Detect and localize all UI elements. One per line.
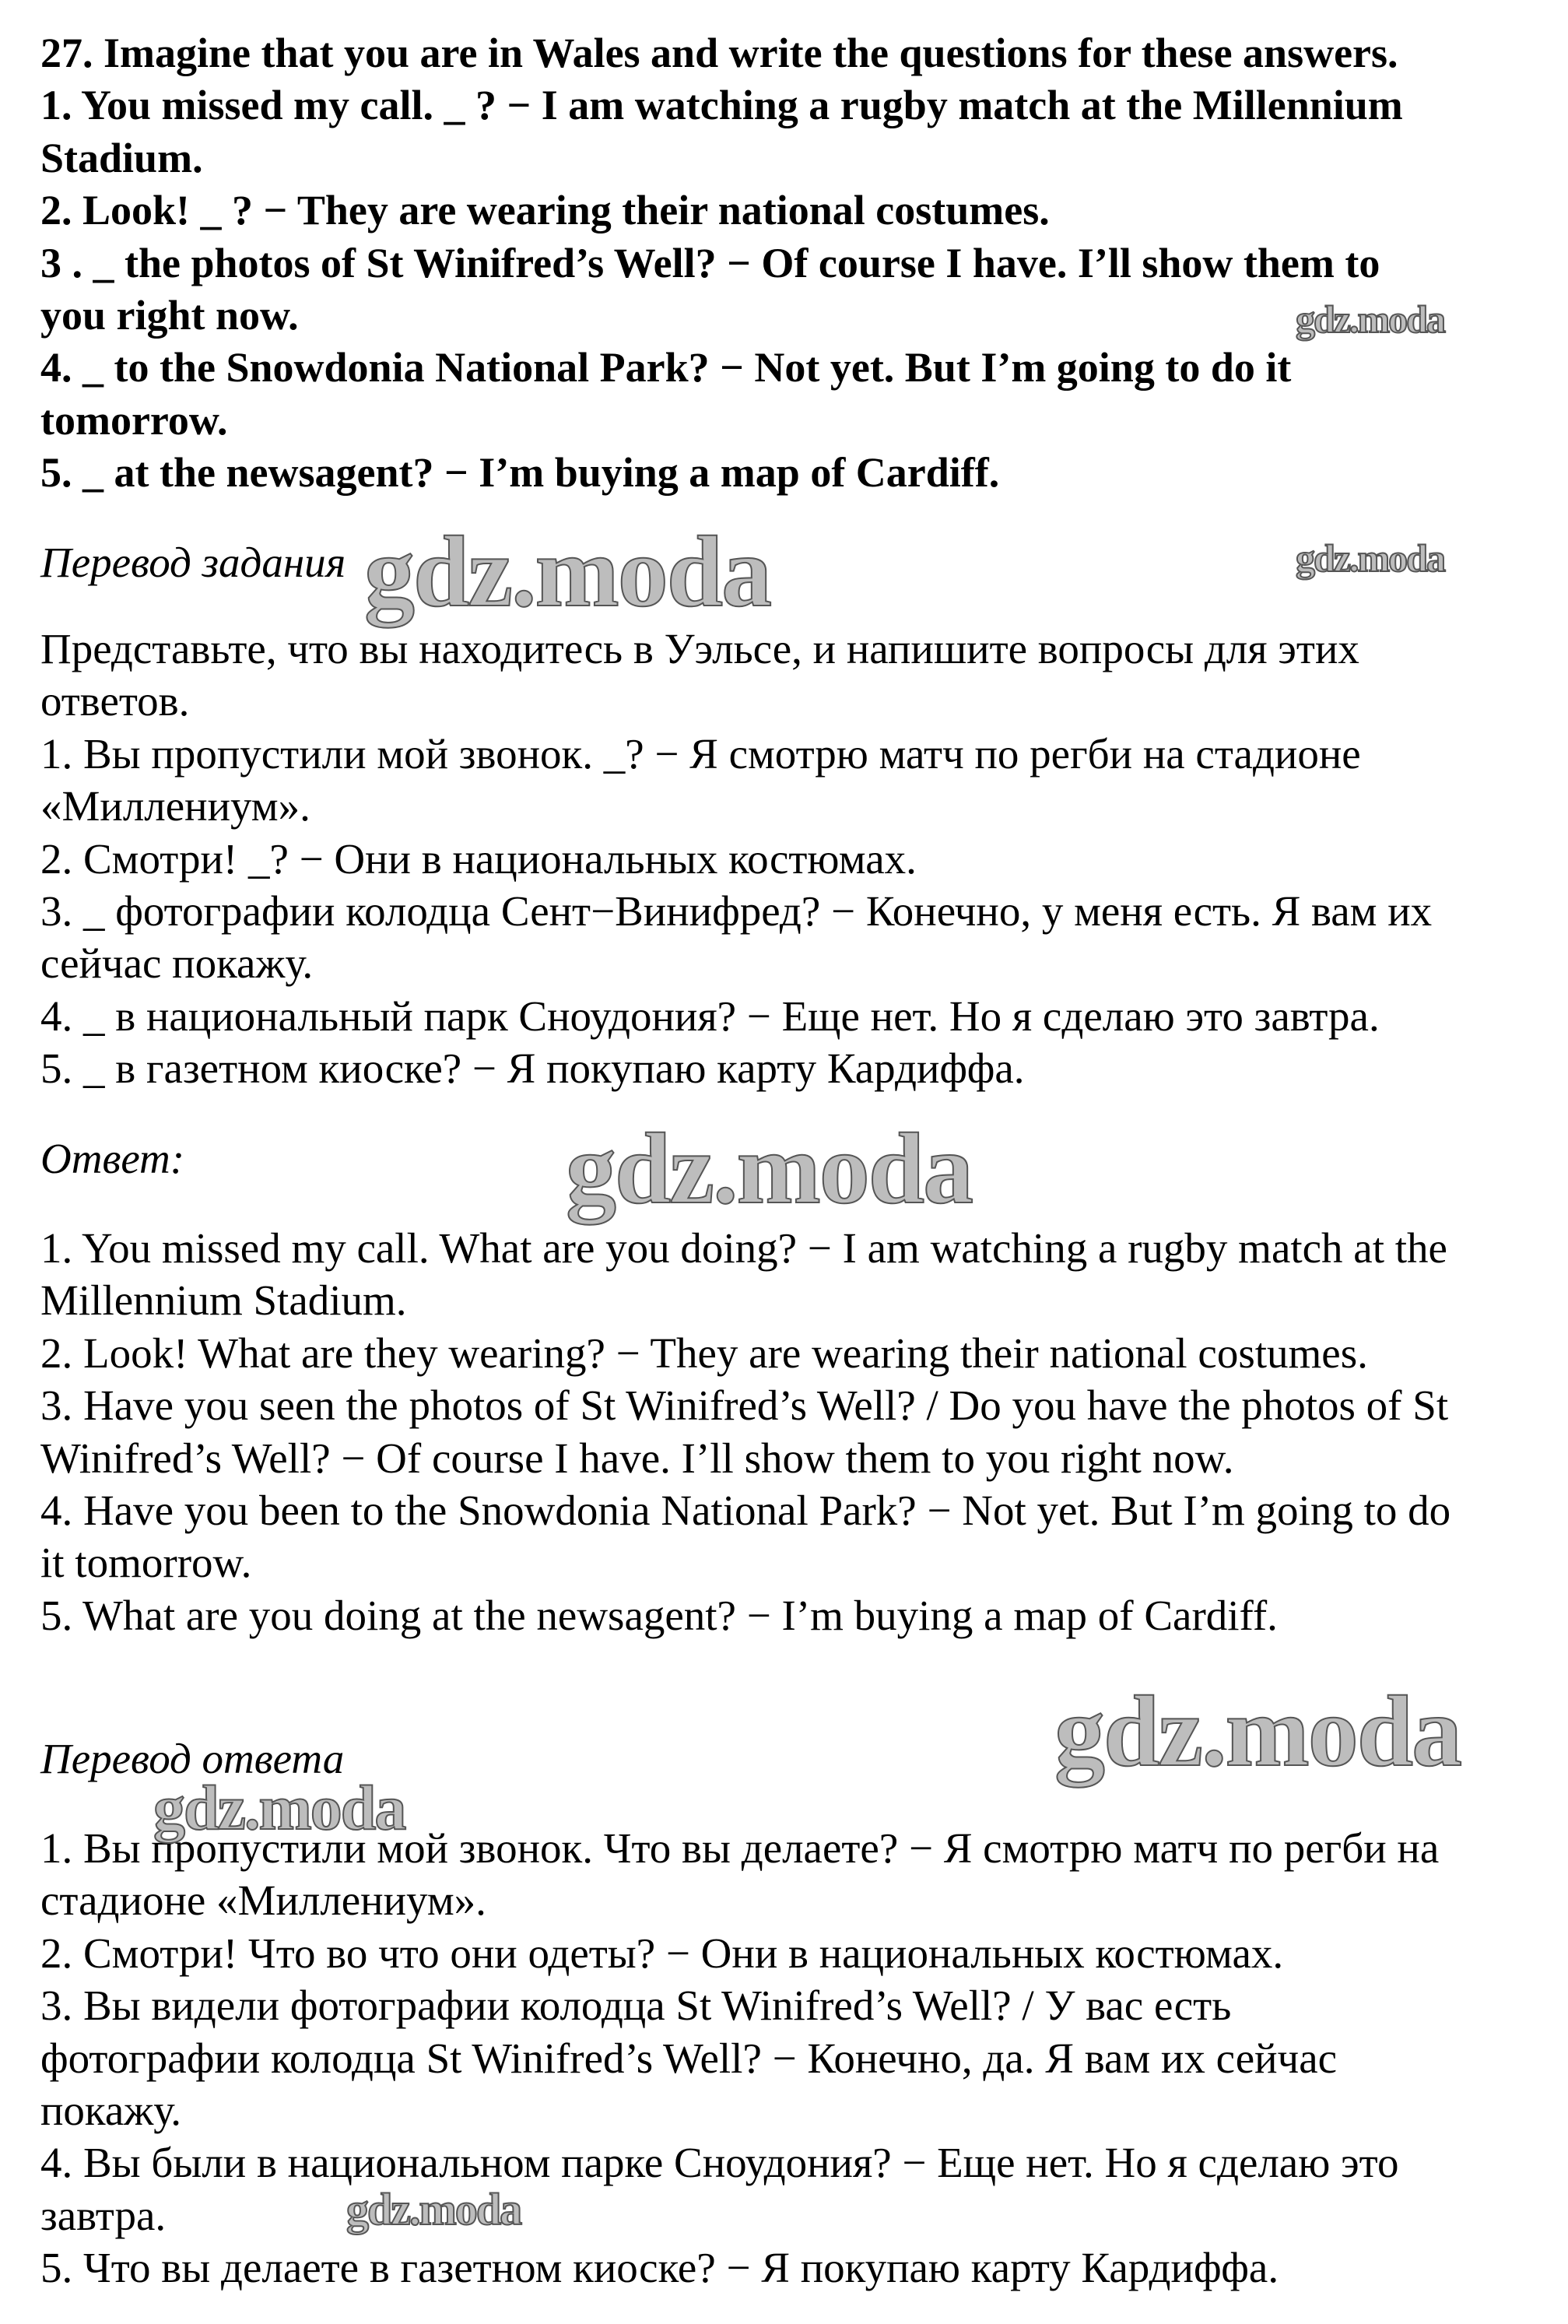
- text-line: 2. Смотри! _? − Они в национальных костюмах.: [40, 834, 917, 883]
- text-line: 1. Вы пропустили мой звонок. _? − Я смотрю матч по регби на стадионе: [40, 729, 1361, 778]
- answer-translation-block: [40, 1822, 1439, 2294]
- text-line: 2. Look! _ ? − They are wearing their national costumes.: [40, 187, 1050, 234]
- text-line: 3. _ фотографии колодца Сент−Винифред? − Конечно, у меня есть. Я вам их: [40, 886, 1433, 935]
- text-line: 5. _ в газетном киоске? − Я покупаю карту Кардиффа.: [40, 1044, 1025, 1093]
- text-line: 4. _ to the Snowdonia National Park? − Not yet. But I’m going to do it: [40, 344, 1292, 391]
- text-line: tomorrow.: [40, 396, 228, 444]
- text-line: it tomorrow.: [40, 1539, 252, 1587]
- text-line: 5. Что вы делаете в газетном киоске? − Я покупаю карту Кардиффа.: [40, 2244, 1279, 2292]
- watermark: gdz.moda: [1296, 536, 1444, 580]
- task-block: [40, 27, 1403, 500]
- text-line: 4. Have you been to the Snowdonia National Park? − Not yet. But I’m going to do: [40, 1486, 1451, 1534]
- text-line: стадионе «Миллениум».: [40, 1876, 486, 1925]
- text-line: 1. You missed my call. _ ? − I am watching a rugby match at the Millennium: [40, 82, 1403, 129]
- text-line: сейчас покажу.: [40, 939, 314, 988]
- task-translation-block: [40, 623, 1432, 1095]
- text-line: фотографии колодца St Winifred’s Well? − Конечно, да. Я вам их сейчас: [40, 2034, 1338, 2082]
- watermark: gdz.moda: [364, 516, 771, 628]
- text-line: 4. Вы были в национальном парке Сноудония? − Еще нет. Но я сделаю это: [40, 2139, 1399, 2187]
- text-line: 4. _ в национальный парк Сноудония? − Еще нет. Но я сделаю это завтра.: [40, 992, 1380, 1040]
- watermark: gdz.moda: [1054, 1676, 1461, 1788]
- watermark: gdz.moda: [1296, 297, 1444, 341]
- task-translation-heading: Перевод задания: [40, 539, 346, 586]
- text-line: 3. Have you seen the photos of St Winifred’s Well? / Do you have the photos of St: [40, 1381, 1449, 1430]
- text-line: 5. _ at the newsagent? − I’m buying a map of Cardiff.: [40, 449, 1000, 497]
- text-line: Winifred’s Well? − Of course I have. I’ll show them to you right now.: [40, 1434, 1234, 1482]
- text-line: 5. What are you doing at the newsagent? − I’m buying a map of Cardiff.: [40, 1591, 1278, 1639]
- text-line: Stadium.: [40, 134, 203, 181]
- watermark: gdz.moda: [153, 1772, 405, 1843]
- text-line: 1. Вы пропустили мой звонок. Что вы делаете? − Я смотрю матч по регби на: [40, 1824, 1440, 1872]
- text-line: 3. Вы видели фотографии колодца St Winifred’s Well? / У вас есть: [40, 1982, 1232, 2030]
- answer-block: [40, 1222, 1450, 1641]
- text-line: 1. You missed my call. What are you doing? − I am watching a rugby match at the: [40, 1224, 1447, 1272]
- text-line: 2. Look! What are they wearing? − They are wearing their national costumes.: [40, 1329, 1368, 1377]
- watermark: gdz.moda: [346, 2184, 521, 2234]
- watermark: gdz.moda: [566, 1113, 973, 1225]
- text-line: 2. Смотри! Что во что они одеты? − Они в национальных костюмах.: [40, 1929, 1284, 1977]
- text-line: Представьте, что вы находитесь в Уэльсе, и напишите вопросы для этих: [40, 625, 1359, 672]
- text-line: Millennium Stadium.: [40, 1276, 407, 1325]
- answer-heading: Ответ:: [40, 1135, 185, 1182]
- answer-translation-heading: Перевод ответа: [40, 1735, 345, 1782]
- text-line: you right now.: [40, 291, 299, 339]
- text-line: 27. Imagine that you are in Wales and write the questions for these answers.: [40, 30, 1398, 76]
- text-line: покажу.: [40, 2086, 181, 2134]
- text-line: «Миллениум».: [40, 782, 310, 830]
- text-line: ответов.: [40, 677, 190, 725]
- text-line: завтра.: [40, 2191, 167, 2239]
- text-line: 3 . _ the photos of St Winifred’s Well? − Of course I have. I’ll show them to: [40, 239, 1380, 286]
